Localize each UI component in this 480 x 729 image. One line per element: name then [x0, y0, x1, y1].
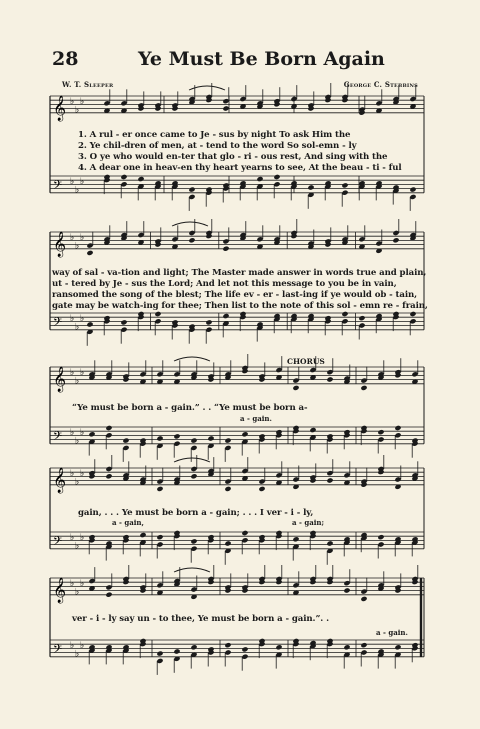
slur — [174, 568, 210, 572]
flat-icon: ♭ — [80, 533, 85, 544]
note-head — [394, 644, 401, 650]
flat-icon: ♭ — [80, 641, 85, 652]
note-head — [377, 429, 384, 435]
verse-3-line-2: ransomed the song of the blest; The life ev - er - last-ing if ye would ob - tain, — [52, 290, 418, 300]
verse-1-line-2: way of sal - va-tion and light; The Master made answer in words true and plain, — [52, 268, 427, 278]
flat-icon: ♭ — [75, 436, 80, 447]
flat-icon: ♭ — [75, 541, 80, 552]
note-head — [409, 187, 416, 193]
note-head — [394, 425, 401, 431]
note-head — [205, 319, 212, 325]
note-head — [341, 182, 348, 188]
note-head — [156, 534, 163, 540]
note-head — [273, 174, 280, 180]
note-head — [156, 486, 163, 492]
note-head — [275, 644, 282, 650]
verse-4-line-2: gate may be watch-ing for thee; Then list to the note of this sol - emn re - frain, — [52, 301, 428, 311]
note-head — [190, 473, 197, 479]
note-head — [88, 431, 95, 437]
flat-icon: ♭ — [80, 469, 85, 480]
verse-4-line-1: 4. A dear one in heav-en thy heart yearns to see, At the beau - ti - ful — [78, 163, 402, 173]
flat-icon: ♭ — [75, 376, 80, 387]
note-head — [105, 592, 112, 598]
bass-clef-icon: 𝄢 — [53, 178, 63, 195]
slur — [174, 458, 210, 462]
flat-icon: ♭ — [70, 579, 75, 590]
flat-icon: ♭ — [70, 533, 75, 544]
flat-icon: ♭ — [70, 177, 75, 188]
note-head — [156, 651, 163, 657]
note-head — [120, 174, 127, 180]
flat-icon: ♭ — [70, 233, 75, 244]
note-head — [139, 532, 146, 538]
note-head — [392, 237, 399, 243]
flat-icon: ♭ — [75, 322, 80, 333]
bass-clef-icon: 𝄢 — [53, 429, 63, 446]
chorus-line-1: “Ye must be born a - gain.” . . “Ye must be born a- — [72, 403, 308, 413]
flat-icon: ♭ — [70, 641, 75, 652]
slur — [172, 222, 208, 226]
note-head — [307, 184, 314, 190]
note-head — [256, 176, 263, 182]
note-head — [292, 385, 299, 391]
flat-icon: ♭ — [75, 649, 80, 660]
note-head — [190, 644, 197, 650]
note-head — [222, 313, 229, 319]
lyricist-credit: W. T. Sleeper — [62, 80, 114, 89]
note-head — [156, 435, 163, 441]
note-head — [377, 534, 384, 540]
treble-clef-icon: 𝄞 — [53, 577, 67, 603]
note-head — [241, 431, 248, 437]
note-head — [292, 536, 299, 542]
note-head — [137, 176, 144, 182]
note-head — [105, 473, 112, 479]
chorus-line-3: ver - i - ly say un - to thee, Ye must be born a - gain.”. . — [72, 614, 329, 624]
treble-clef-icon: 𝄞 — [53, 366, 67, 392]
flat-icon: ♭ — [80, 579, 85, 590]
note-head — [86, 321, 93, 327]
note-head — [224, 642, 231, 648]
note-head — [241, 530, 248, 536]
flat-icon: ♭ — [75, 105, 80, 116]
flat-icon: ♭ — [80, 368, 85, 379]
note-head — [358, 315, 365, 321]
note-head — [343, 644, 350, 650]
note-head — [360, 596, 367, 602]
note-head — [190, 438, 197, 444]
note-head — [258, 486, 265, 492]
note-head — [224, 438, 231, 444]
note-head — [222, 246, 229, 252]
verse-2-line-2: ut - tered by Je - sus the Lord; And let not this message to you be in vain, — [52, 279, 397, 289]
flat-icon: ♭ — [70, 97, 75, 108]
bass-clef-icon: 𝄢 — [53, 642, 63, 659]
note-head — [188, 187, 195, 193]
note-head — [120, 319, 127, 325]
note-head — [173, 433, 180, 439]
chorus-echo-3: a - gain; — [292, 518, 325, 527]
verse-1-line-1: 1. A rul - er once came to Je - sus by night To ask Him the — [78, 130, 351, 140]
flat-icon: ♭ — [75, 241, 80, 252]
chorus-label: CHORUS — [287, 357, 325, 366]
flat-icon: ♭ — [80, 177, 85, 188]
note-head — [190, 538, 197, 544]
note-head — [326, 477, 333, 483]
hymn-title: Ye Must Be Born Again — [138, 48, 385, 70]
note-head — [207, 435, 214, 441]
note-head — [105, 425, 112, 431]
flat-icon: ♭ — [70, 469, 75, 480]
bass-clef-icon: 𝄢 — [53, 315, 63, 332]
flat-icon: ♭ — [80, 314, 85, 325]
chorus-line-2: gain, . . . Ye must be born a - gain; . . . I ver - i - ly, — [78, 508, 314, 518]
bass-clef-icon: 𝄢 — [53, 534, 63, 551]
note-head — [360, 385, 367, 391]
flat-icon: ♭ — [75, 477, 80, 488]
flat-icon: ♭ — [75, 587, 80, 598]
flat-icon: ♭ — [75, 185, 80, 196]
chorus-echo-4: a - gain. — [376, 628, 408, 637]
verse-2-line-1: 2. Ye chil-dren of men, at - tend to the word So sol-emn - ly — [78, 141, 357, 151]
flat-icon: ♭ — [80, 428, 85, 439]
slur — [174, 357, 210, 361]
note-head — [343, 587, 350, 593]
treble-clef-icon: 𝄞 — [53, 467, 67, 493]
note-head — [154, 311, 161, 317]
note-head — [86, 250, 93, 256]
flat-icon: ♭ — [70, 368, 75, 379]
slur — [189, 86, 225, 90]
flat-icon: ♭ — [80, 233, 85, 244]
note-head — [326, 376, 333, 382]
note-head — [222, 105, 229, 111]
note-head — [341, 311, 348, 317]
note-head — [173, 648, 180, 654]
chorus-echo-2: a - gain, — [112, 518, 144, 527]
note-head — [224, 540, 231, 546]
note-head — [122, 438, 129, 444]
page-number: 28 — [52, 48, 79, 70]
note-head — [326, 540, 333, 546]
treble-clef-icon: 𝄞 — [53, 231, 67, 257]
flat-icon: ♭ — [70, 428, 75, 439]
note-head — [224, 486, 231, 492]
note-head — [241, 646, 248, 652]
composer-credit: George C. Stebbins — [343, 80, 418, 89]
flat-icon: ♭ — [70, 314, 75, 325]
note-head — [360, 642, 367, 648]
chorus-echo-1: a - gain. — [240, 414, 272, 423]
treble-clef-icon: 𝄞 — [53, 95, 67, 121]
verse-3-line-1: 3. O ye who would en-ter that glo - ri - ous rest, And sing with the — [78, 152, 388, 162]
note-head — [409, 311, 416, 317]
flat-icon: ♭ — [80, 97, 85, 108]
note-head — [188, 237, 195, 243]
note-head — [309, 427, 316, 433]
